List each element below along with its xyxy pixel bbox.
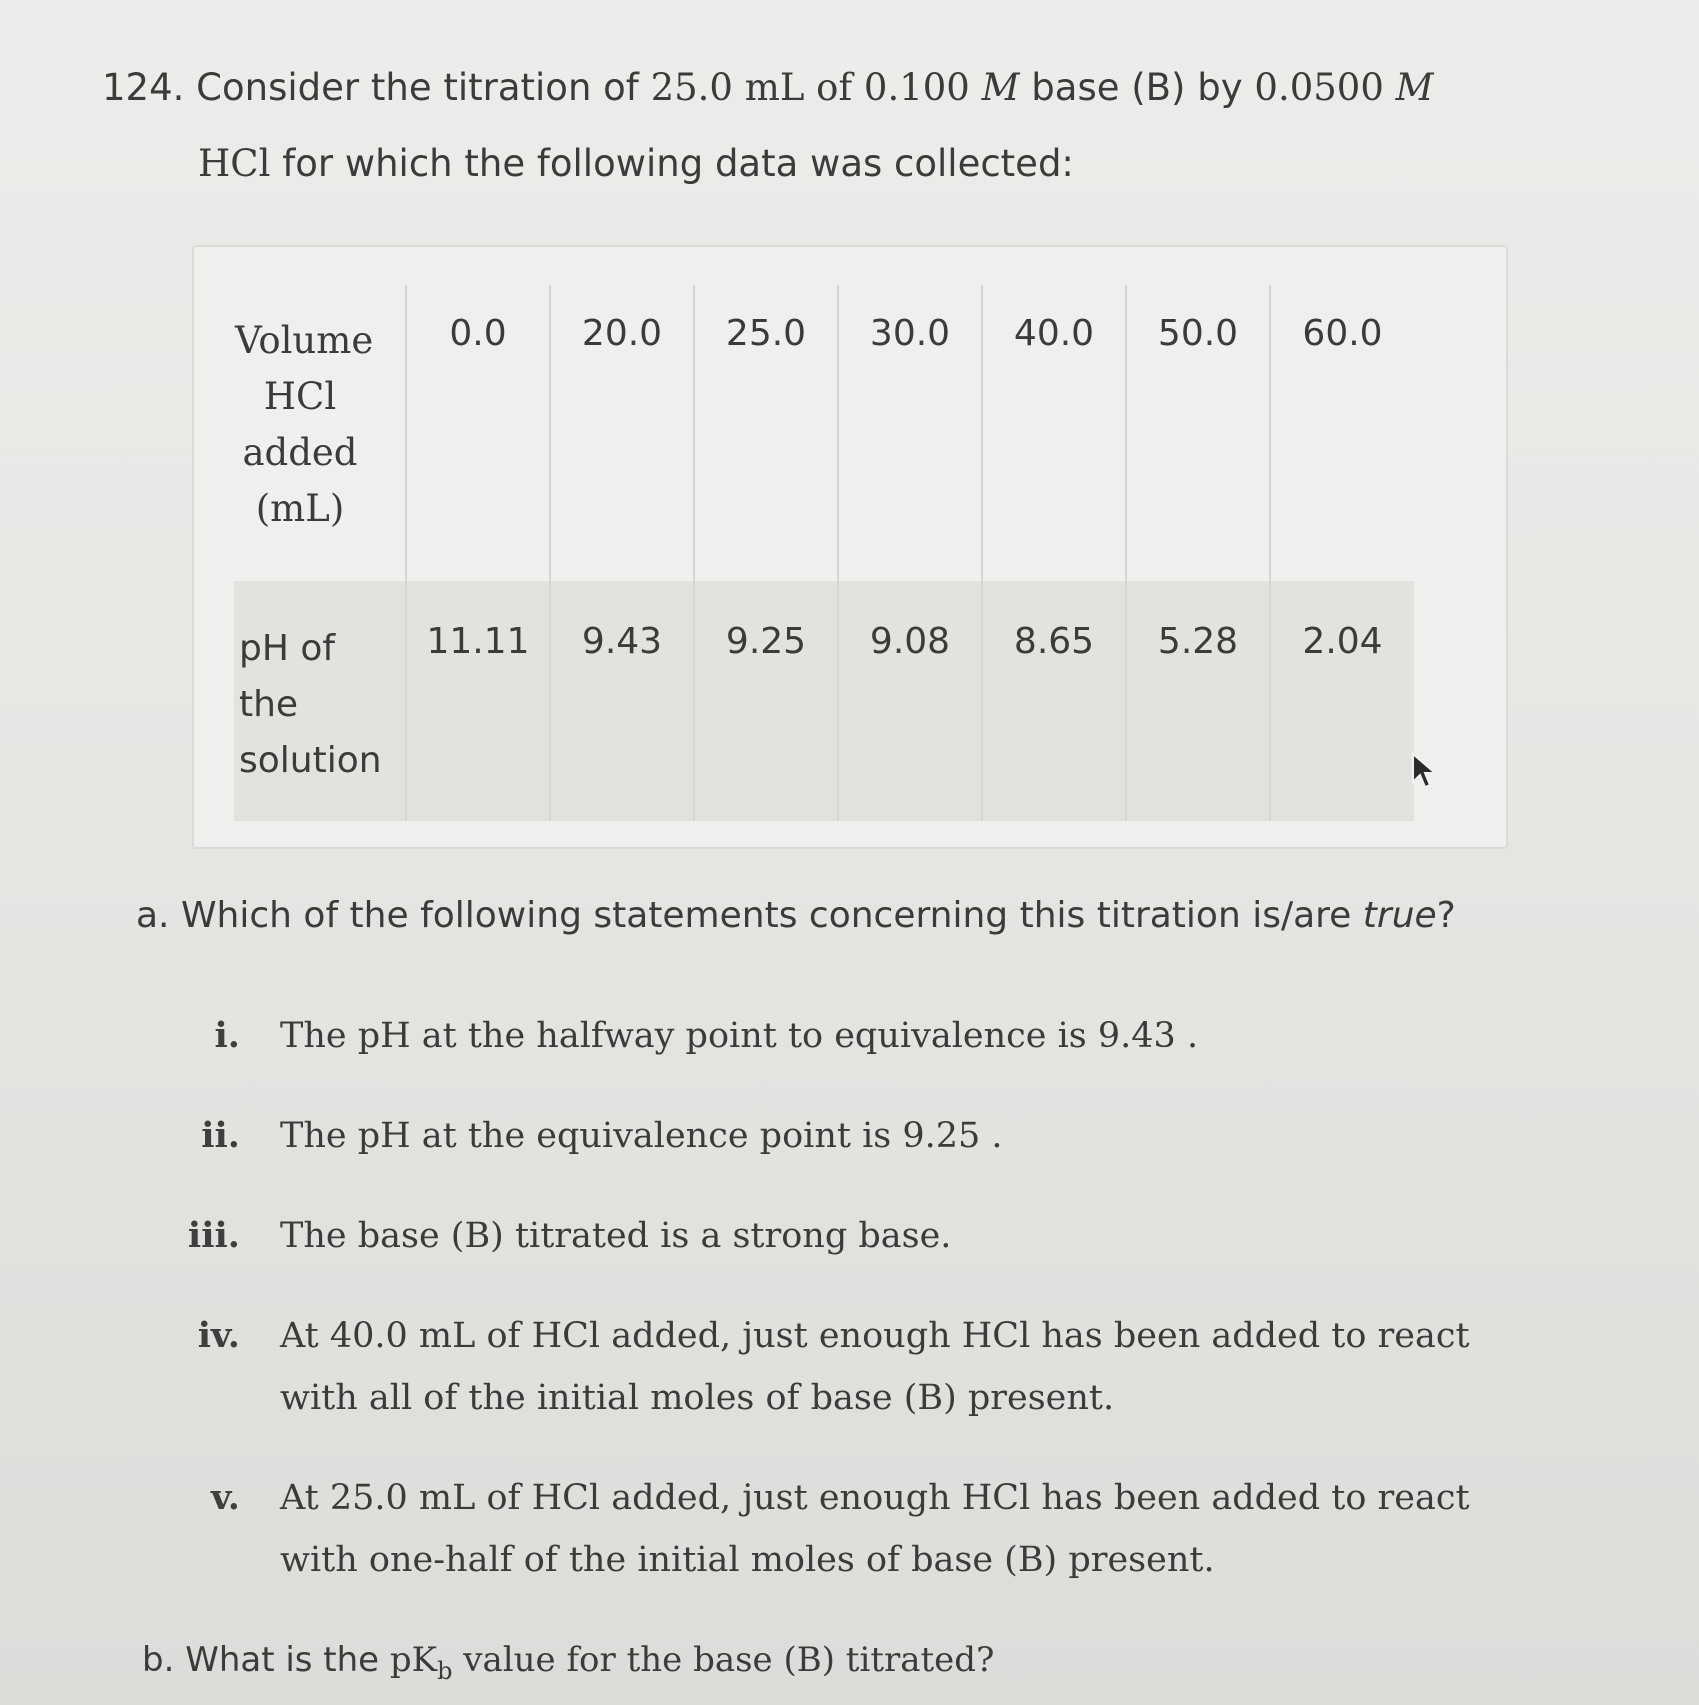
item-text: The pH at the halfway point to equivalence is 9.43 . (280, 1016, 1199, 1056)
volume-cell: 25.0 (694, 285, 838, 581)
item-roman: iii. (187, 1215, 240, 1256)
list-item (180, 1205, 1480, 1267)
part-a-suffix: ? (1436, 895, 1456, 936)
molar-unit: M (981, 66, 1020, 109)
base-concentration: 0.100 (863, 66, 970, 109)
item-text: The base (B) titrated is a strong base. (280, 1216, 952, 1256)
part-a-emphasis: true (1362, 895, 1437, 936)
item-text: The pH at the equivalence point is 9.25 . (280, 1116, 1003, 1156)
volume-cell: 60.0 (1270, 285, 1414, 581)
ph-cell: 9.25 (694, 581, 838, 821)
list-item (180, 1005, 1480, 1067)
acid-name: HCl (198, 142, 271, 185)
ph-label-2: the (239, 684, 299, 725)
volume-cell: 30.0 (838, 285, 982, 581)
ph-label-3: solution (239, 740, 382, 781)
titration-data-table (234, 285, 1414, 821)
data-table-container (192, 245, 1508, 849)
part-a-prefix: a. Which of the following statements concerning this titration is/are (136, 895, 1352, 936)
item-text: At 40.0 mL of HCl added, just enough HCl has been added to react with all of the initial moles of base (B) present. (280, 1316, 1470, 1418)
ph-cell: 9.08 (838, 581, 982, 821)
ph-cell: 9.43 (550, 581, 694, 821)
volume-cell: 0.0 (406, 285, 550, 581)
volume-value: 25.0 mL (650, 66, 805, 109)
acid-concentration: 0.0500 (1254, 66, 1384, 109)
volume-label-4: (mL) (255, 487, 345, 530)
ph-cell: 2.04 (1270, 581, 1414, 821)
table-row-volume (234, 285, 1414, 581)
volume-cell: 40.0 (982, 285, 1126, 581)
statement-list (180, 1005, 1480, 1591)
question-text-3: base (B) by (1031, 66, 1243, 109)
pk-text: pK (389, 1640, 438, 1680)
volume-label-1: Volume (235, 319, 374, 362)
volume-cell: 20.0 (550, 285, 694, 581)
item-text: At 25.0 mL of HCl added, just enough HCl has been added to react with one-half of the initial moles of base (B) present. (280, 1478, 1470, 1580)
volume-header-cell (234, 285, 406, 581)
molar-unit-2: M (1395, 66, 1434, 109)
table-row-ph (234, 581, 1414, 821)
question-text-1: Consider the titration of (196, 66, 639, 109)
ph-label-1: pH of (239, 628, 336, 669)
ph-header-cell (234, 581, 406, 821)
ph-cell: 8.65 (982, 581, 1126, 821)
volume-label-2: HCl (263, 375, 337, 418)
ph-cell: 11.11 (406, 581, 550, 821)
question-number: 124. (102, 66, 185, 109)
list-item (180, 1467, 1480, 1591)
question-text-2: of (816, 66, 853, 109)
mouse-pointer-icon (1410, 752, 1440, 792)
item-roman: iv. (197, 1315, 240, 1356)
item-roman: v. (210, 1477, 240, 1518)
part-b-suffix: value for the base (B) titrated? (463, 1640, 995, 1680)
volume-cell: 50.0 (1126, 285, 1270, 581)
ph-cell: 5.28 (1126, 581, 1270, 821)
pk-subscript: b (437, 1656, 453, 1685)
question-text (102, 50, 1522, 202)
item-roman: ii. (201, 1115, 240, 1156)
volume-label-3: added (242, 431, 358, 474)
question-text-4: for which the following data was collected: (282, 142, 1074, 185)
pkb-symbol (389, 1640, 453, 1685)
part-a-question (136, 895, 1456, 936)
list-item (180, 1105, 1480, 1167)
part-b-question (142, 1640, 994, 1685)
part-b-prefix: b. What is the (142, 1640, 380, 1680)
list-item (180, 1305, 1480, 1429)
item-roman: i. (214, 1015, 240, 1056)
